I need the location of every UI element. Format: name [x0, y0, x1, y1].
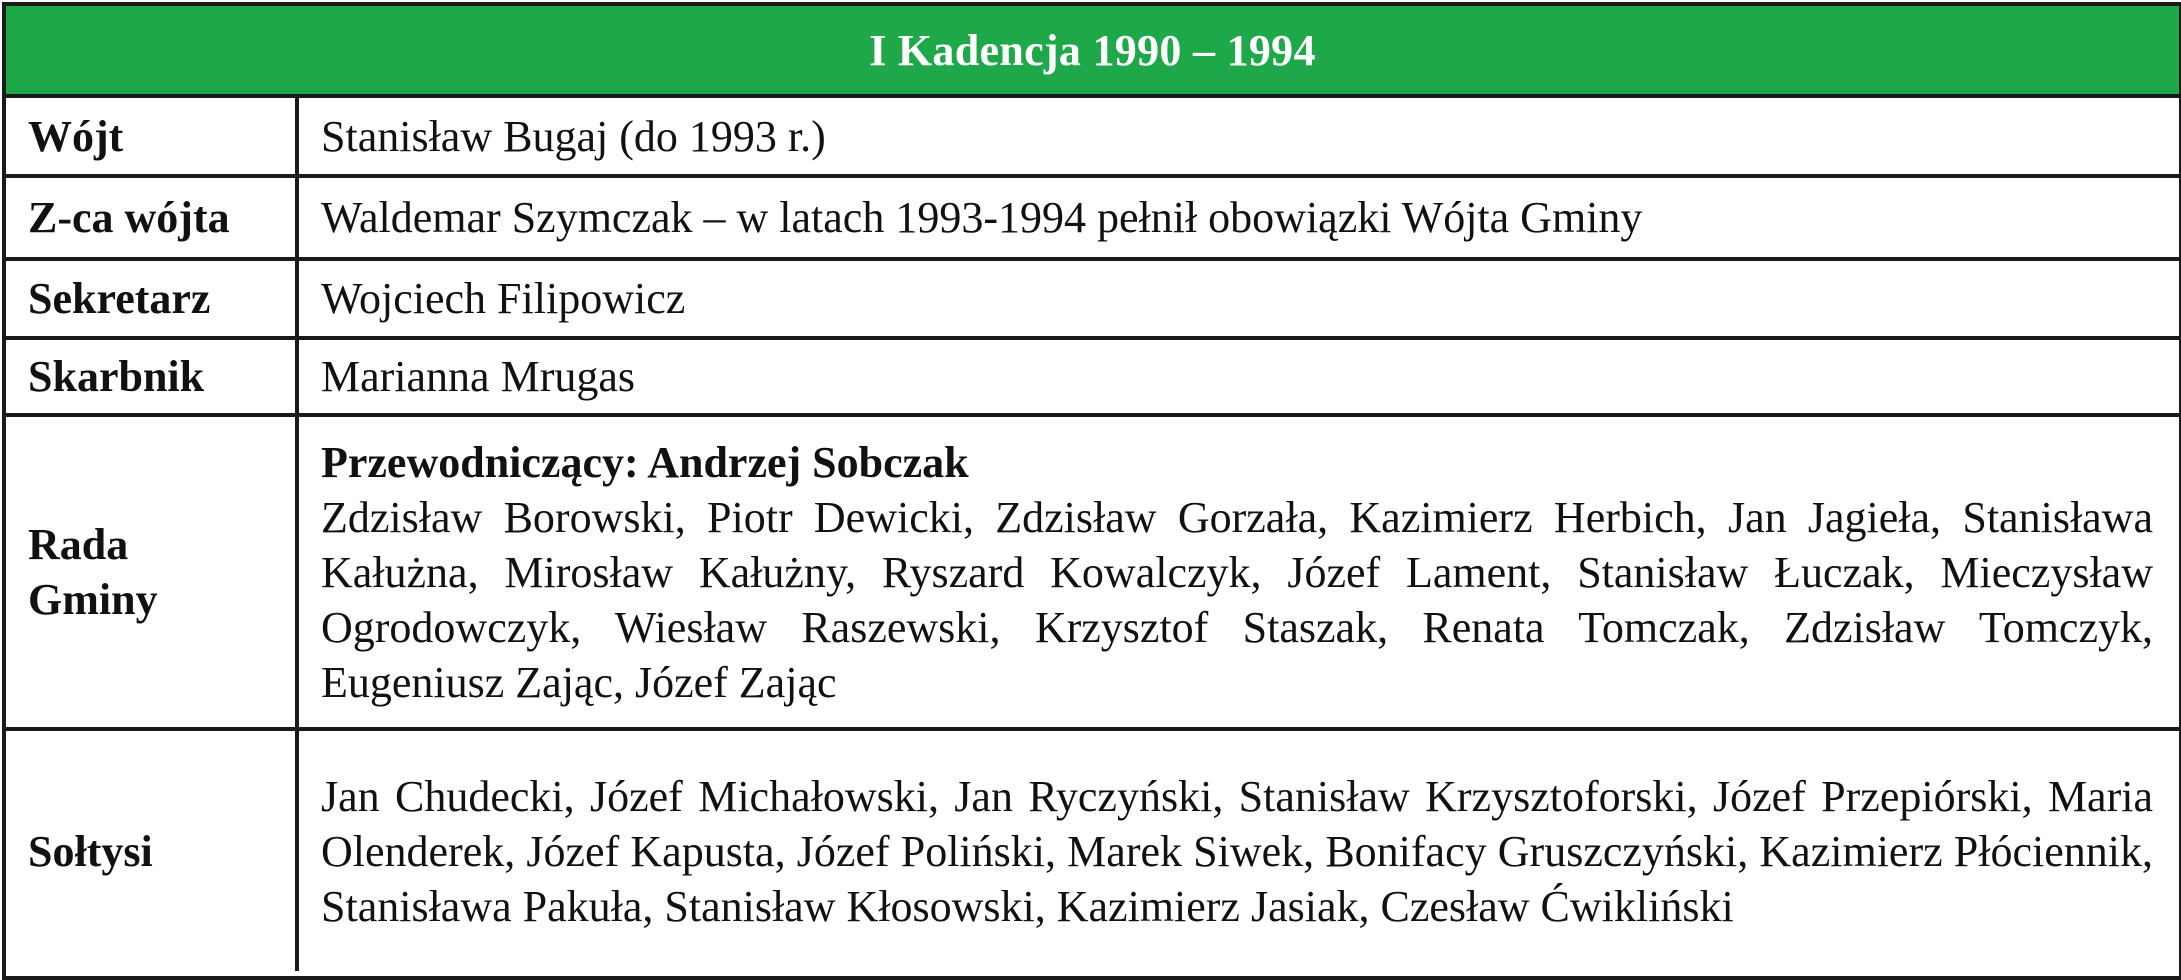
table-row-secretary [6, 261, 2179, 340]
term-table [2, 2, 2181, 980]
row-value-text: Marianna Mrugas [321, 352, 636, 401]
row-label: Wójt [6, 98, 299, 174]
row-value [299, 417, 2179, 727]
table-row-village-heads [6, 731, 2179, 971]
row-value [299, 98, 2179, 174]
row-label: Z-ca wójta [6, 178, 299, 257]
table-row-wojt [6, 98, 2179, 178]
village-heads-list: Jan Chudecki, Józef Michałowski, Jan Ryczyński, Stanisław Krzysztoforski, Józef Przepiórski, Maria Olenderek, Józef Kapusta, Józef Poliński, Marek Siwek, Bonifacy Gruszczyński, Kazimierz Płóciennik, Stanisława Pakuła, Stanisław Kłosowski, Kazimierz Jasiak, Czesław Ćwikliński [321, 771, 2153, 931]
table-row-deputy [6, 178, 2179, 261]
row-label: Sekretarz [6, 261, 299, 336]
row-value-text: Waldemar Szymczak – w latach 1993-1994 pełnił obowiązki Wójta Gminy [321, 193, 1643, 242]
table-row-council [6, 417, 2179, 731]
table-title [6, 6, 2179, 98]
table-title-text: I Kadencja 1990 – 1994 [869, 25, 1316, 75]
council-chair: Przewodniczący: Andrzej Sobczak [321, 437, 969, 487]
row-value [299, 340, 2179, 413]
row-label: Rada Gminy [6, 417, 299, 727]
row-value [299, 731, 2179, 971]
row-label: Skarbnik [6, 340, 299, 413]
council-members: Zdzisław Borowski, Piotr Dewicki, Zdzisław Gorzała, Kazimierz Herbich, Jan Jagieła, Stanisława Kałużna, Mirosław Kałużny, Ryszard Kowalczyk, Józef Lament, Stanisław Łuczak, Mieczysław Ogrodowczyk, Wiesław Raszewski, Krzysztof Staszak, Renata Tomczak, Zdzisław Tomczyk, Eugeniusz Zając, Józef Zając [321, 492, 2153, 707]
row-value [299, 178, 2179, 257]
table-row-treasurer [6, 340, 2179, 417]
row-value [299, 261, 2179, 336]
row-value-text: Wojciech Filipowicz [321, 274, 686, 323]
row-value-text: Stanisław Bugaj (do 1993 r.) [321, 111, 826, 161]
row-label: Sołtysi [6, 731, 299, 971]
